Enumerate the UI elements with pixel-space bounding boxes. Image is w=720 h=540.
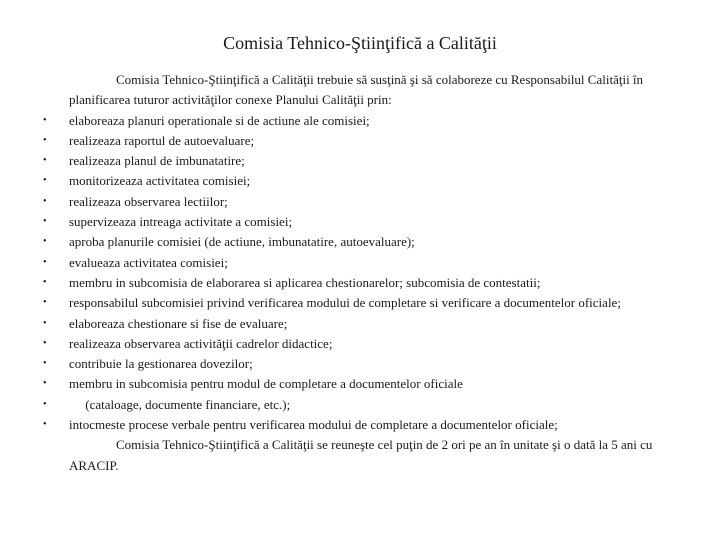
- list-item: [40, 374, 690, 394]
- bullet-icon: •: [43, 236, 47, 248]
- intro-paragraph: Comisia Tehnico-Ştiinţifică a Calităţii trebuie să susţină şi să colaboreze cu Responsabilul Calităţii în planificarea tuturor activităţilor conexe Planului Calităţii prin:: [69, 72, 644, 108]
- list-item-text: realizeaza observarea lectiilor;: [69, 193, 228, 209]
- list-item: [40, 111, 690, 131]
- list-item: [40, 354, 690, 374]
- list-item: [40, 314, 690, 334]
- bullet-icon: •: [43, 378, 47, 390]
- list-item-text: contribuie la gestionarea dovezilor;: [69, 356, 253, 372]
- bullet-icon: •: [43, 358, 47, 370]
- list-item-text: realizeaza planul de imbunatatire;: [69, 153, 245, 169]
- list-item: [40, 171, 690, 191]
- list-item-text: realizeaza raportul de autoevaluare;: [69, 132, 255, 148]
- bullet-icon: •: [43, 317, 47, 329]
- list-item-text: elaboreaza chestionare si fise de evaluare;: [69, 315, 288, 331]
- list-item: [40, 395, 690, 415]
- list-item-text: supervizeaza intreaga activitate a comisiei;: [69, 214, 293, 230]
- list-item: [40, 131, 690, 151]
- bullet-icon: •: [43, 337, 47, 349]
- list-item-text: membru in subcomisia de elaborarea si aplicarea chestionarelor; subcomisia de contestatii;: [69, 274, 541, 290]
- closing-paragraph: Comisia Tehnico-Ştiinţifică a Calităţii se reuneşte cel puţin de 2 ori pe an în unitate şi o dată la 5 ani cu ARACIP.: [69, 437, 653, 473]
- bullet-icon: •: [43, 256, 47, 268]
- list-item: [40, 232, 690, 252]
- bullet-icon: •: [43, 216, 47, 228]
- list-item: [40, 334, 690, 354]
- bullet-icon: •: [43, 297, 47, 309]
- list-item-text: elaboreaza planuri operationale si de actiune ale comisiei;: [69, 112, 370, 128]
- bullet-icon: •: [43, 155, 47, 167]
- bullet-icon: •: [43, 175, 47, 187]
- bullet-icon: •: [43, 419, 47, 431]
- list-item-text: aproba planurile comisiei (de actiune, imbunatatire, autoevaluare);: [69, 234, 415, 250]
- list-item-text: realizeaza observarea activităţii cadrelor didactice;: [69, 335, 333, 351]
- slide-body: [40, 70, 690, 476]
- list-item: [40, 212, 690, 232]
- bullet-icon: •: [43, 276, 47, 288]
- list-item: [40, 192, 690, 212]
- bullet-icon: •: [43, 134, 47, 146]
- list-item-text: membru in subcomisia pentru modul de completare a documentelor oficiale: [69, 376, 463, 392]
- list-item-text: evalueaza activitatea comisiei;: [69, 254, 228, 270]
- list-item: [40, 293, 690, 313]
- list-item: [40, 415, 690, 435]
- list-item: [40, 253, 690, 273]
- responsibilities-list: [40, 111, 690, 436]
- bullet-icon: •: [43, 114, 47, 126]
- bullet-icon: •: [43, 195, 47, 207]
- slide-title: Comisia Tehnico-Ştiinţifică a Calităţii: [223, 33, 497, 53]
- list-item: [40, 273, 690, 293]
- list-item-text: monitorizeaza activitatea comisiei;: [69, 173, 251, 189]
- list-item-text: (cataloage, documente financiare, etc.);: [69, 396, 291, 412]
- list-item-text: intocmeste procese verbale pentru verificarea modului de completare a documentelor oficiale;: [69, 417, 558, 433]
- list-item-text: responsabilul subcomisiei privind verificarea modului de completare si verificare a documentelor oficiale;: [69, 295, 621, 311]
- bullet-icon: •: [43, 398, 47, 410]
- list-item: [40, 151, 690, 171]
